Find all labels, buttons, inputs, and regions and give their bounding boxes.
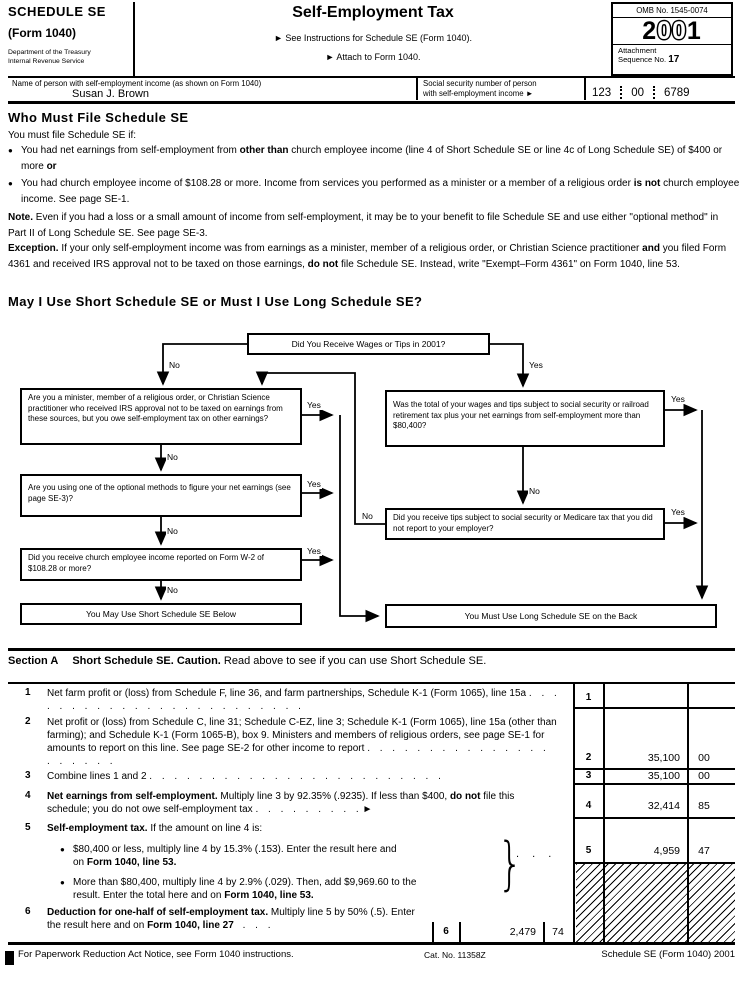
- fc-label-yes: Yes: [307, 546, 321, 556]
- wmf-bullet-2: ● You had church employee income of $108.28 or more. Income from services you performed as a minister or a member of a religious order is not church employee income. See page SE-1.: [8, 178, 739, 205]
- fc-label-no: No: [529, 486, 540, 496]
- header-bottom-rule: [8, 76, 735, 78]
- row-1-rule: [573, 707, 735, 709]
- schedule-label: SCHEDULE SE: [8, 4, 106, 19]
- attach-line: ► Attach to Form 1040.: [325, 52, 421, 62]
- name-label: Name of person with self-employment income (as shown on Form 1040): [12, 79, 262, 88]
- table-v-rule-2: [603, 682, 605, 942]
- ssn-separator: [653, 86, 655, 99]
- fc-label-yes: Yes: [671, 394, 685, 404]
- flowchart-heading: May I Use Short Schedule SE or Must I Use Long Schedule SE?: [8, 294, 423, 309]
- line-2-number: 2: [25, 716, 31, 727]
- department-line-1: Department of the Treasury: [8, 49, 91, 56]
- pointer-icon: ►: [362, 804, 373, 815]
- header-center: [140, 4, 606, 62]
- flowchart: [0, 330, 739, 644]
- line-5-dots: . . .: [516, 848, 553, 860]
- fc-label-no: No: [169, 360, 180, 370]
- line-6-text: Deduction for one-half of self-employment tax. Multiply line 5 by 50% (.5). Enter the result here and on Form 1040, line 27 . . .: [47, 907, 415, 931]
- department-line-2: Internal Revenue Service: [8, 57, 85, 65]
- wmf-bullet-1: ● You had net earnings from self-employment from other than church employee income (line 4 of Short Schedule SE or line 4c of Long Schedule SE) of $400 or more or: [8, 145, 723, 172]
- line-3-text: Combine lines 1 and 2 . . . . . . . . . . . . . . . . . . . . . . . .: [47, 771, 442, 782]
- line-6-number: 6: [25, 906, 31, 917]
- ssn-separator: [620, 86, 622, 99]
- table-v-rule-1: [573, 682, 575, 942]
- table-bottom-border: [8, 942, 735, 945]
- line-6-box: 6: [443, 926, 449, 937]
- line-5-amount[interactable]: 4,959: [653, 845, 680, 857]
- fc-label-no: No: [167, 526, 178, 536]
- fc-label-yes: Yes: [671, 507, 685, 517]
- line-3-box: 3: [585, 770, 592, 781]
- print-registration-mark: [5, 951, 14, 965]
- line-6-amount[interactable]: 2,479: [509, 926, 536, 938]
- line-5-text: Self-employment tax. If the amount on line 4 is:: [47, 823, 263, 834]
- line-1-text: Net farm profit or (loss) from Schedule F, line 36, and farm partnerships, Schedule K-1 (Form 1065), line 15a . . . . . . . . . . . . . . . . . . . . . . . .: [47, 688, 558, 712]
- bullet-icon: ●: [60, 878, 65, 887]
- line-2-amount[interactable]: 35,100: [647, 752, 680, 764]
- line-6-cents[interactable]: 74: [552, 926, 564, 938]
- fc-result-long: You Must Use Long Schedule SE on the Back: [385, 604, 717, 628]
- ssn-label: Social security number of person with self-employment income ►: [416, 77, 586, 100]
- name-field[interactable]: Susan J. Brown: [72, 88, 150, 100]
- table-top-border: [8, 682, 735, 684]
- name-row-bottom-rule: [8, 101, 735, 104]
- row-4-rule: [573, 817, 735, 819]
- header-left: [8, 4, 132, 66]
- wmf-exception: Exception. If your only self-employment income was from earnings as a minister, member of a religious order, or Christian Science practitioner and you filed Form 4361 and received IRS approval not to be taxed on those earnings, do not file Schedule SE. Instead, write "Exempt–Form 4361" on Form 1040, line 53.: [8, 243, 727, 270]
- fc-question-wages-total: Was the total of your wages and tips subject to social security or railroad retirement tax plus your net earnings from self-employment more than $80,400?: [385, 390, 665, 447]
- line-4-amount[interactable]: 32,414: [647, 800, 680, 812]
- fc-label-no: No: [167, 585, 178, 595]
- line-1-box: 1: [585, 692, 592, 703]
- line-4-cents[interactable]: 85: [698, 800, 710, 812]
- line-2-text: Net profit or (loss) from Schedule C, line 31; Schedule C-EZ, line 3; Schedule K-1 (Form 1065), line 15a (other than farming); and Schedule K-1 (Form 1065-B), box 9. Ministers and members of religious orders, see page SE-1 for amounts to report on this line. See page SE-2 for other income to report . . . . . . . . . . . . . . . . . . . . .: [47, 717, 557, 767]
- table-v-rule-3: [687, 682, 689, 942]
- who-must-file-heading: Who Must File Schedule SE: [8, 110, 189, 125]
- shaded-area: [576, 864, 735, 942]
- fc-label-no: No: [362, 511, 373, 521]
- line-3-number: 3: [25, 770, 31, 781]
- line-5-bullet-2: ● More than $80,400, multiply line 4 by 2.9% (.029). Then, add $9,969.60 to the result. Enter the total here and on Form 1040, line 53.: [60, 877, 417, 901]
- fc-question-tips: Did you receive tips subject to social security or Medicare tax that you did not report to your employer?: [385, 508, 665, 540]
- header-divider-left: [133, 2, 135, 76]
- fc-question-church-income: Did you receive church employee income reported on Form W-2 of $108.28 or more?: [20, 548, 302, 581]
- form-number: (Form 1040): [8, 26, 77, 40]
- fc-result-short: You May Use Short Schedule SE Below: [20, 603, 302, 625]
- tax-year: 2001: [642, 17, 702, 45]
- line-5-bullet-1: ● $80,400 or less, multiply line 4 by 15.3% (.153). Enter the result here and on Form 1040, line 53.: [60, 844, 397, 868]
- omb-number: OMB No. 1545-0074: [613, 4, 731, 18]
- line-4-text: Net earnings from self-employment. Multiply line 3 by 92.35% (.9235). If less than $400, do not file this schedule; you do not owe self-employment tax . . . . . . . . . ►: [47, 791, 515, 815]
- line-1-number: 1: [25, 687, 31, 698]
- fc-label-no: No: [167, 452, 178, 462]
- row-3-rule: [573, 783, 735, 785]
- ssn-field[interactable]: 123 00 6789: [592, 86, 690, 99]
- line-3-cents[interactable]: 00: [698, 770, 710, 782]
- omb-box: [611, 2, 733, 76]
- line-5-number: 5: [25, 822, 31, 833]
- wmf-intro: You must file Schedule SE if:: [8, 130, 137, 141]
- see-instructions-line: ► See Instructions for Schedule SE (Form 1040).: [274, 33, 472, 43]
- footer-catalog-number: Cat. No. 11358Z: [424, 950, 486, 960]
- fc-question-optional-methods: Are you using one of the optional methods to figure your net earnings (see page SE-3)?: [20, 474, 302, 517]
- fc-question-minister: Are you a minister, member of a religious order, or Christian Science practitioner who received IRS approval not to be taxed on earnings from these sources, but you owe self-employment tax on other earnings?: [20, 388, 302, 445]
- line-5-cents[interactable]: 47: [698, 845, 710, 857]
- bullet-icon: ●: [60, 845, 65, 854]
- line-2-box: 2: [585, 752, 592, 763]
- line-3-amount[interactable]: 35,100: [647, 770, 680, 782]
- brace-glyph: }: [497, 831, 523, 897]
- fc-label-yes: Yes: [307, 479, 321, 489]
- fc-label-yes: Yes: [529, 360, 543, 370]
- section-a-heading: Section A Short Schedule SE. Caution. Read above to see if you can use Short Schedule SE.: [8, 655, 487, 667]
- line-4-box: 4: [585, 800, 592, 811]
- attachment-sequence: Attachment Sequence No. 17: [613, 44, 731, 64]
- fc-question-wages-tips: Did You Receive Wages or Tips in 2001?: [247, 333, 490, 355]
- wmf-note: Note. Even if you had a loss or a small amount of income from self-employment, it may be to your benefit to file Schedule SE and use either "optional method" in Part II of Long Schedule SE. See page SE-3.: [8, 212, 719, 239]
- line-4-number: 4: [25, 790, 31, 801]
- footer-paperwork-notice: For Paperwork Reduction Act Notice, see Form 1040 instructions.: [18, 949, 294, 960]
- line-6-bar: [459, 922, 461, 942]
- footer-form-id: Schedule SE (Form 1040) 2001: [601, 949, 735, 960]
- line-2-cents[interactable]: 00: [698, 752, 710, 764]
- line-5-box: 5: [585, 845, 592, 856]
- form-title: Self-Employment Tax: [292, 4, 454, 21]
- row-5-rule: [573, 862, 735, 864]
- bullet-icon: ●: [8, 146, 13, 155]
- fc-label-yes: Yes: [307, 400, 321, 410]
- section-a-top-rule: [8, 648, 735, 651]
- bullet-icon: ●: [8, 179, 13, 188]
